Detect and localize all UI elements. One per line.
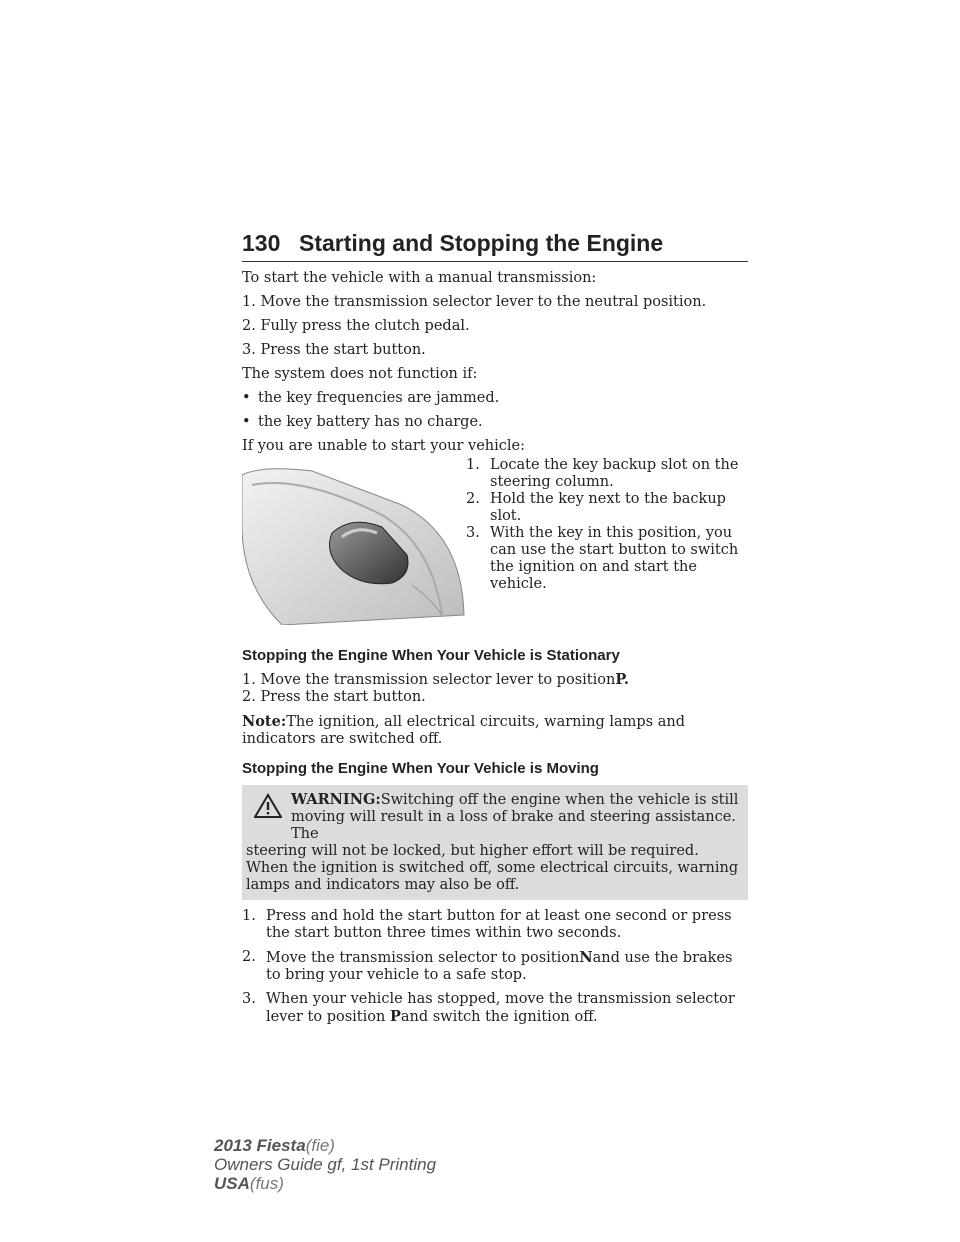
intro-text: To start the vehicle with a manual transmission: (242, 270, 597, 286)
bullet-text: the key battery has no charge. (258, 414, 483, 430)
market-name: USA (214, 1174, 250, 1193)
footer-line-2: Owners Guide gf, 1st Printing (214, 1155, 437, 1174)
position-label: P (389, 1008, 401, 1025)
list-item (242, 991, 748, 1026)
warning-triangle-icon (254, 793, 282, 819)
stationary-step-2: 2. Press the start button. (242, 689, 426, 705)
warning-first-lines (246, 791, 744, 843)
backup-steps (466, 457, 748, 625)
warning-box (242, 785, 748, 900)
step-text-part: When your vehicle has stopped, move the transmission selector lever to position (266, 991, 735, 1025)
step-text: Press and hold the start button for at least one second or press the start button three times within two seconds. (266, 908, 732, 941)
step-number: 1. (466, 457, 480, 473)
figure-row (242, 457, 748, 625)
key-backup-slot-illustration (242, 465, 466, 625)
list-item (242, 390, 748, 407)
note-text: The ignition, all electrical circuits, warning lamps and indicators are switched off. (242, 714, 686, 747)
stationary-note (242, 713, 748, 748)
footer-line-1 (214, 1136, 436, 1155)
bullet-icon: • (242, 414, 251, 430)
position-label: P. (615, 671, 629, 688)
section-heading-stationary: Stopping the Engine When Your Vehicle is Stationary (242, 647, 620, 664)
unable-intro: If you are unable to start your vehicle: (242, 438, 525, 454)
step-text (266, 991, 748, 1026)
step-text-part: and use the brakes to bring your vehicle to a safe stop. (266, 950, 733, 983)
step-number: 1. (242, 908, 256, 924)
step-text-part: and switch the ignition off. (400, 1009, 598, 1025)
list-item (466, 525, 748, 593)
document-footer (214, 1136, 436, 1193)
page-header (242, 230, 748, 262)
main-content (242, 270, 748, 1033)
warning-label: WARNING: (291, 791, 381, 808)
step-number: 2. (466, 491, 480, 507)
step-text: Hold the key next to the backup slot. (490, 491, 726, 524)
step-text: Locate the key backup slot on the steering column. (490, 457, 739, 490)
manual-step-1: 1. Move the transmission selector lever to the neutral position. (242, 294, 707, 310)
manual-step-2: 2. Fully press the clutch pedal. (242, 318, 470, 334)
step-text (266, 949, 748, 984)
stationary-step-1 (242, 671, 748, 689)
list-item (466, 457, 748, 491)
system-condition-text: The system does not function if: (242, 366, 478, 382)
bullet-icon: • (242, 390, 251, 406)
model-code: (fie) (305, 1136, 335, 1155)
list-item (242, 414, 748, 431)
warning-rest: steering will not be locked, but higher effort will be required. When the ignition is switched off, some electrical circuits, warning lamps and indicators may also be off. (246, 843, 739, 893)
step-number: 3. (466, 525, 480, 541)
chapter-title: Starting and Stopping the Engine (299, 230, 664, 256)
step-text-part: Move the transmission selector to position (266, 950, 580, 966)
position-label: N (579, 949, 593, 966)
list-item (242, 949, 748, 984)
warning-text: Switching off the engine when the vehicle is still moving will result in a loss of brake and steering assistance. The (291, 792, 739, 842)
step-number: 2. (242, 949, 256, 965)
step-text: 1. Move the transmission selector lever to position (242, 672, 616, 688)
step-number: 3. (242, 991, 256, 1007)
bullet-text: the key frequencies are jammed. (258, 390, 500, 406)
model-name: 2013 Fiesta (214, 1136, 306, 1155)
list-item (466, 491, 748, 525)
market-code: (fus) (249, 1174, 284, 1193)
list-item (242, 908, 748, 942)
note-label: Note: (242, 713, 287, 730)
footer-line-3 (214, 1174, 436, 1193)
step-text: With the key in this position, you can use the start button to switch the ignition on and start the vehicle. (490, 525, 739, 592)
manual-step-3: 3. Press the start button. (242, 342, 426, 358)
page-number: 130 (242, 230, 281, 256)
section-heading-moving: Stopping the Engine When Your Vehicle is Moving (242, 760, 599, 777)
